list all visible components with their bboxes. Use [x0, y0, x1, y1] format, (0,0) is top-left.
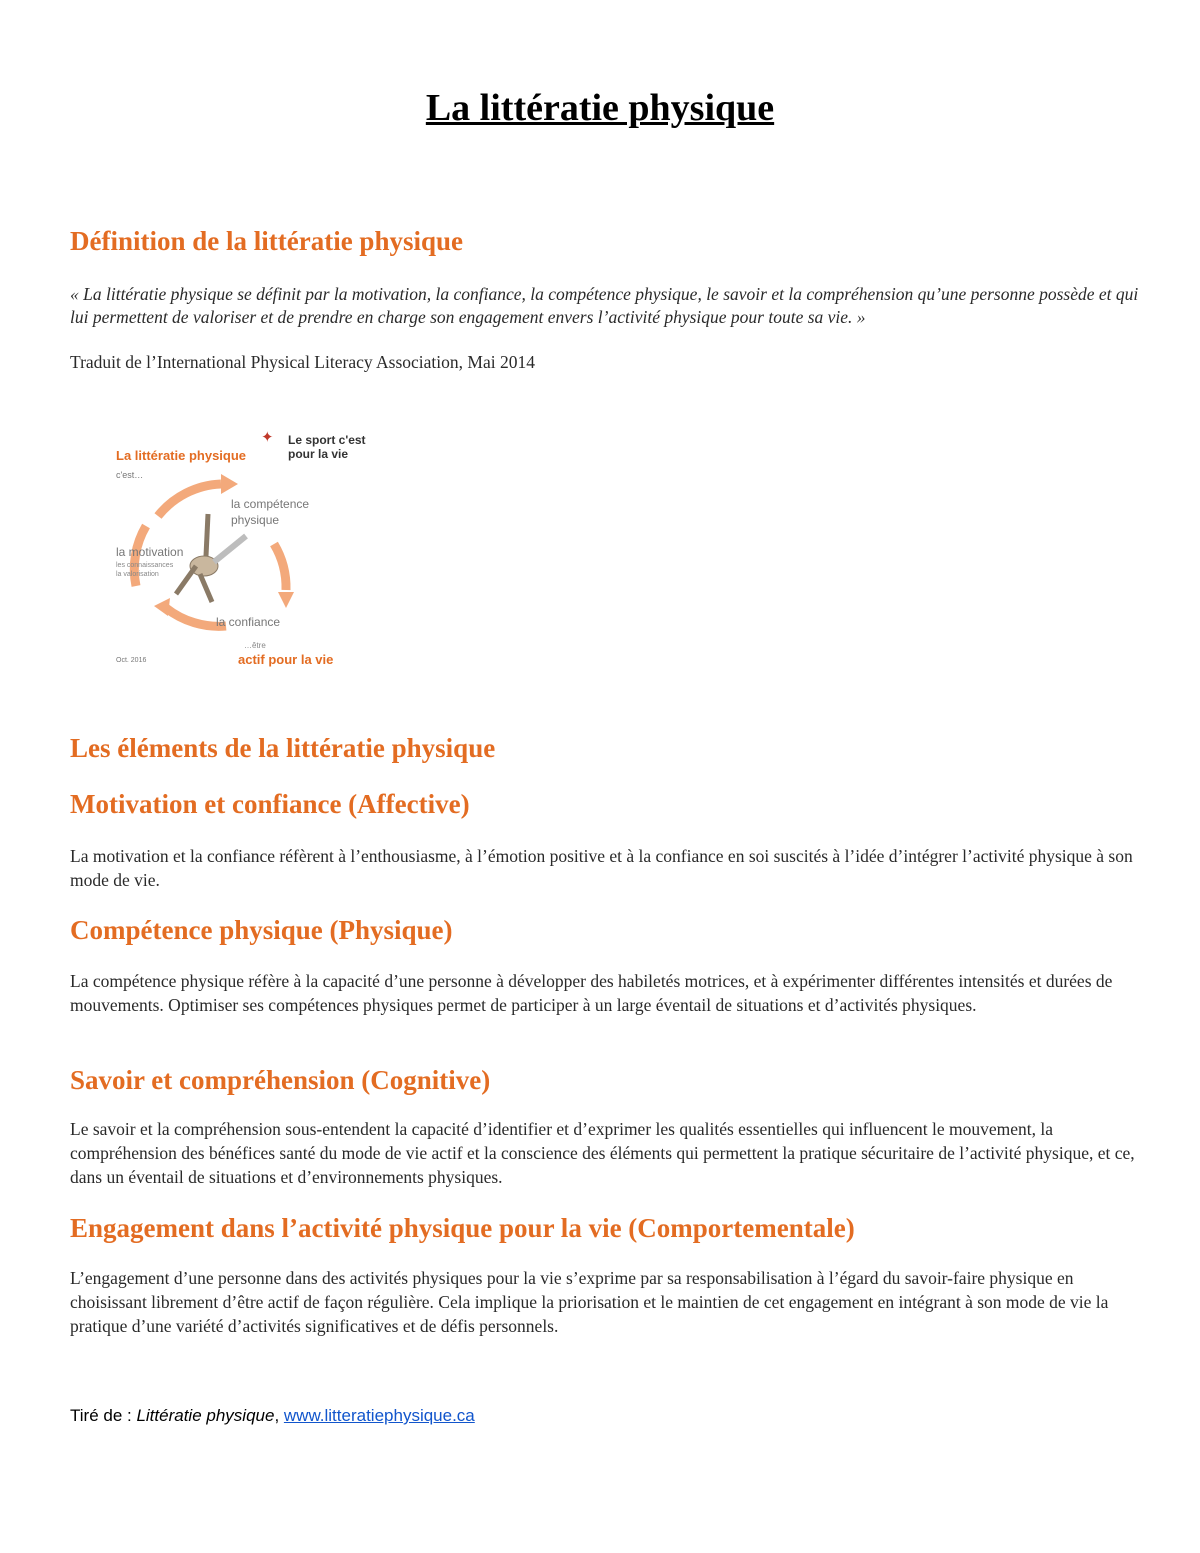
definition-quote: « La littératie physique se définit par la motivation, la confiance, la compétence physique, le savoir et la compréhension qu’une personne possède et qui lui permettent de valoriser et de prendre en charge son engagement envers l’activité physique pour toute sa vie. »	[70, 284, 1139, 327]
figure-subtitle: c'est…	[116, 470, 144, 480]
confiance-label: la confiance	[216, 615, 281, 629]
actif-label: actif pour la vie	[238, 652, 334, 667]
competence-label-2: physique	[231, 513, 280, 527]
brand-line-2: pour la vie	[288, 447, 349, 461]
motivation-sub-1: les connaissances	[116, 562, 174, 569]
maple-leaf-icon: ✦	[261, 429, 274, 446]
physical-literacy-figure	[96, 416, 376, 686]
motivation-sub-2: la valorisation	[116, 571, 159, 578]
competence-label-1: la compétence	[231, 497, 310, 511]
arrow-head-right	[278, 592, 294, 608]
page-title: La littératie physique	[425, 87, 775, 129]
definition-source: Traduit de l’International Physical Literacy Association, Mai 2014	[70, 352, 535, 372]
section-text-cognitive: Le savoir et la compréhension sous-entendent la capacité d’identifier et d’exprimer les qualités essentielles qui influencent le mouvement, la compréhension des bénéfices santé du mode de vie actif et la conscience des éléments qui permettent la pratique sécuritaire de l’activité physique, et ce, dans un éventail de situations et d’environnements physiques.	[70, 1119, 1135, 1187]
footer-citation	[70, 1406, 475, 1426]
footer-link[interactable]: www.litteratiephysique.ca	[283, 1406, 475, 1425]
arrow-head-bottom	[154, 598, 170, 616]
section-text-physique: La compétence physique réfère à la capacité d’une personne à développer des habiletés motrices, et à expérimenter différentes intensités et durées de mouvements. Optimiser ses compétences physiques permet de participer à un large éventail de situations et d’activités physiques.	[70, 971, 1113, 1015]
section-heading-affective: Motivation et confiance (Affective)	[70, 789, 470, 819]
footer-prefix: Tiré de :	[70, 1406, 137, 1425]
elements-heading: Les éléments de la littératie physique	[70, 733, 496, 763]
figure-date: Oct. 2016	[116, 657, 147, 664]
section-heading-physique: Compétence physique (Physique)	[70, 915, 453, 945]
definition-heading: Définition de la littératie physique	[70, 226, 463, 256]
footer-separator: ,	[274, 1406, 284, 1425]
arrow-top-left	[158, 484, 221, 516]
footer-source-title: Littératie physique	[136, 1406, 275, 1425]
etre-label: …être	[244, 641, 266, 650]
brand-line-1: Le sport c'est	[288, 433, 366, 447]
section-text-affective: La motivation et la confiance réfèrent à l’enthousiasme, à l’émotion positive et à la confiance en soi suscités à l’idée d’intégrer l’activité physique à son mode de vie.	[70, 846, 1133, 890]
section-heading-comportementale: Engagement dans l’activité physique pour la vie (Comportementale)	[70, 1213, 855, 1243]
figure-title: La littératie physique	[116, 448, 247, 463]
arrow-right	[274, 544, 286, 590]
cartwheel-figure	[176, 514, 246, 602]
arrow-head-top	[221, 474, 238, 494]
cycle-diagram	[96, 416, 376, 686]
section-heading-cognitive: Savoir et compréhension (Cognitive)	[70, 1065, 491, 1095]
motivation-label: la motivation	[116, 545, 184, 559]
section-text-comportementale: L’engagement d’une personne dans des activités physiques pour la vie s’exprime par sa responsabilisation à l’égard du savoir-faire physique en choisissant librement d’être actif de façon régulière. Cela implique la priorisation et le maintien de cet engagement en intégrant à son mode de vie la pratique d’une variété d’activités significatives et de défis personnels.	[70, 1268, 1109, 1336]
